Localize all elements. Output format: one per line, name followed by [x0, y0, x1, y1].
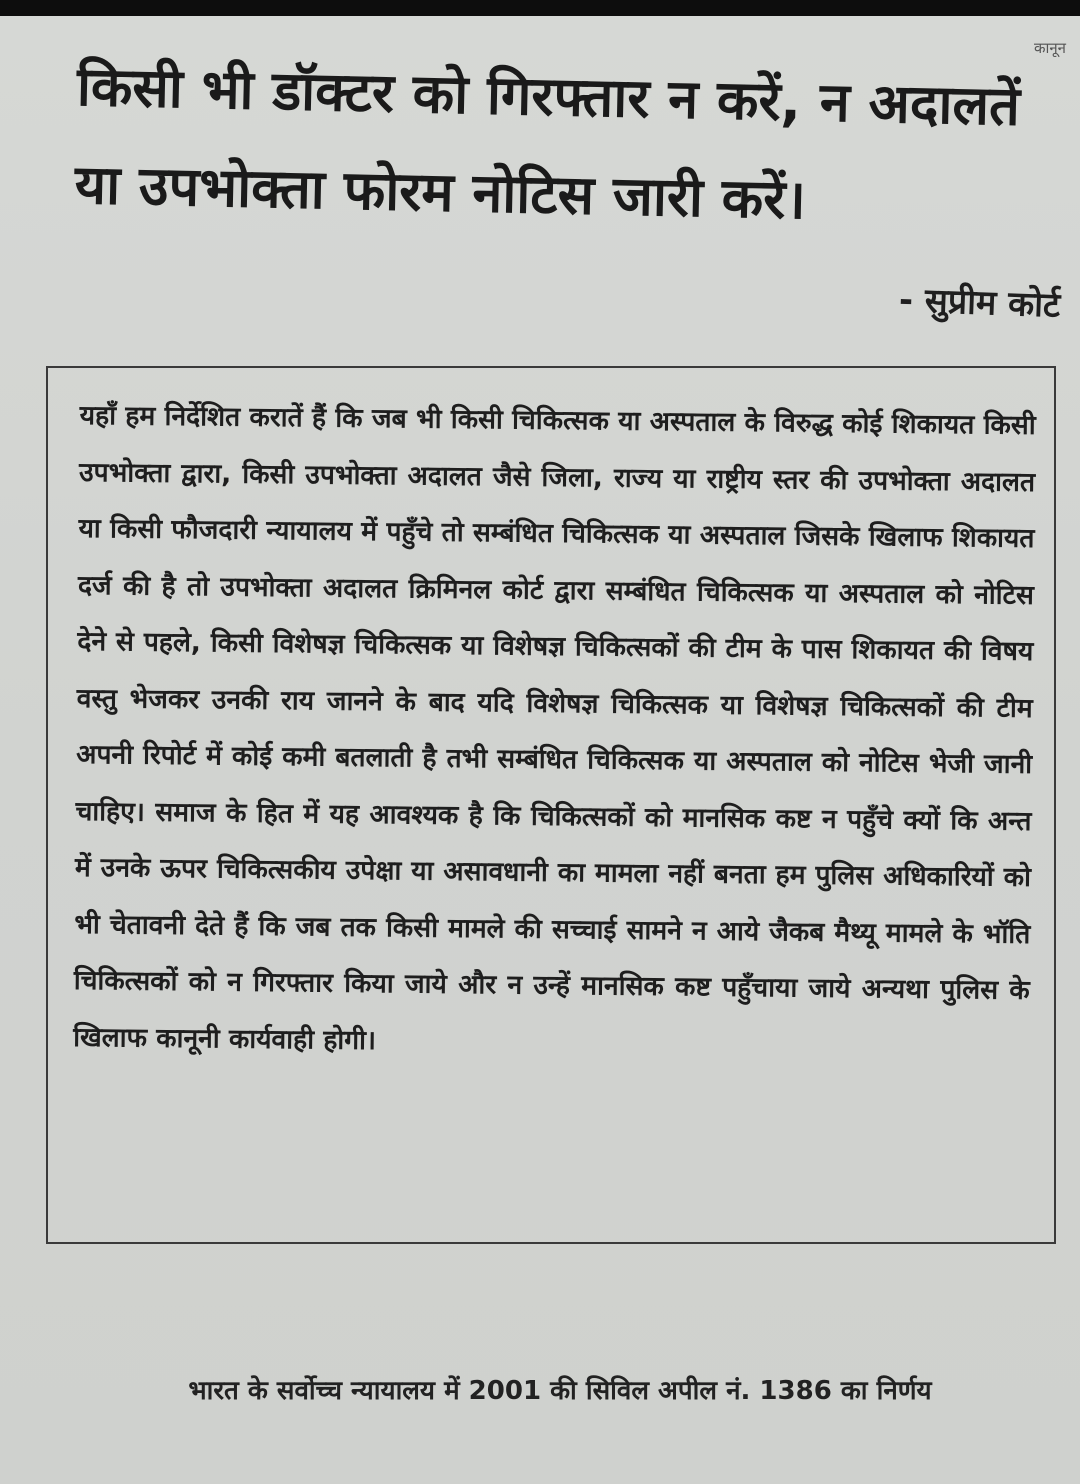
judgment-excerpt-text: यहाँ हम निर्देशित करातें हैं कि जब भी किसी चिकित्सक या अस्पताल के विरुद्ध कोई शिकायत किसी उपभोक्ता द्वारा, किसी उपभोक्ता अदालत जैसे जिला, राज्य या राष्ट्रीय स्तर की उपभोक्ता अदालत या किसी फौजदारी न्यायालय में पहुँचे तो सम्बंधित चिकित्सक या अस्पताल जिसके खिलाफ शिकायत दर्ज की है तो उपभोक्ता अदालत क्रिमिनल कोर्ट द्वारा सम्बंधित चिकित्सक या अस्पताल को नोटिस देने से पहले, किसी विशेषज्ञ चिकित्सक या विशेषज्ञ चिकित्सकों की टीम के पास शिकायत की विषय वस्तु भेजकर उनकी राय जानने के बाद यदि विशेषज्ञ चिकित्सक या विशेषज्ञ चिकित्सकों की टीम अपनी रिपोर्ट में कोई कमी बतलाती है तभी सम्बंधित चिकित्सक या अस्पताल को नोटिस भेजी जानी चाहिए। समाज के हित में यह आवश्यक है कि चिकित्सकों को मानसिक कष्ट न पहुँचे क्यों कि अन्त में उनके ऊपर चिकित्सकीय उपेक्षा या असावधानी का मामला नहीं बनता हम पुलिस अधिकारियों को भी चेतावनी देते हैं कि जब तक किसी मामले की सच्चाई सामने न आये जैकब मैथ्यू मामले के भॉति चिकित्सकों को न गिरफ्तार किया जाये और न उन्हें मानसिक कष्ट पहुँचाया जाये अन्यथा पुलिस के खिलाफ कानूनी कार्यवाही होगी। — [73, 399, 1036, 1056]
corner-mark: कानून — [1033, 39, 1066, 57]
case-citation: भारत के सर्वोच्च न्यायालय में 2001 की सिविल अपील नं. 1386 का निर्णय — [188, 1376, 932, 1406]
printed-page — [0, 16, 1080, 1484]
headline: किसी भी डॉक्टर को गिरफ्तार न करें, न अदालतें या उपभोक्ता फोरम नोटिस जारी करें। — [74, 54, 1021, 232]
judgment-excerpt-box — [46, 366, 1056, 1244]
attribution: - सुप्रीम कोर्ट — [897, 280, 1061, 326]
photo-top-border — [0, 0, 1080, 16]
